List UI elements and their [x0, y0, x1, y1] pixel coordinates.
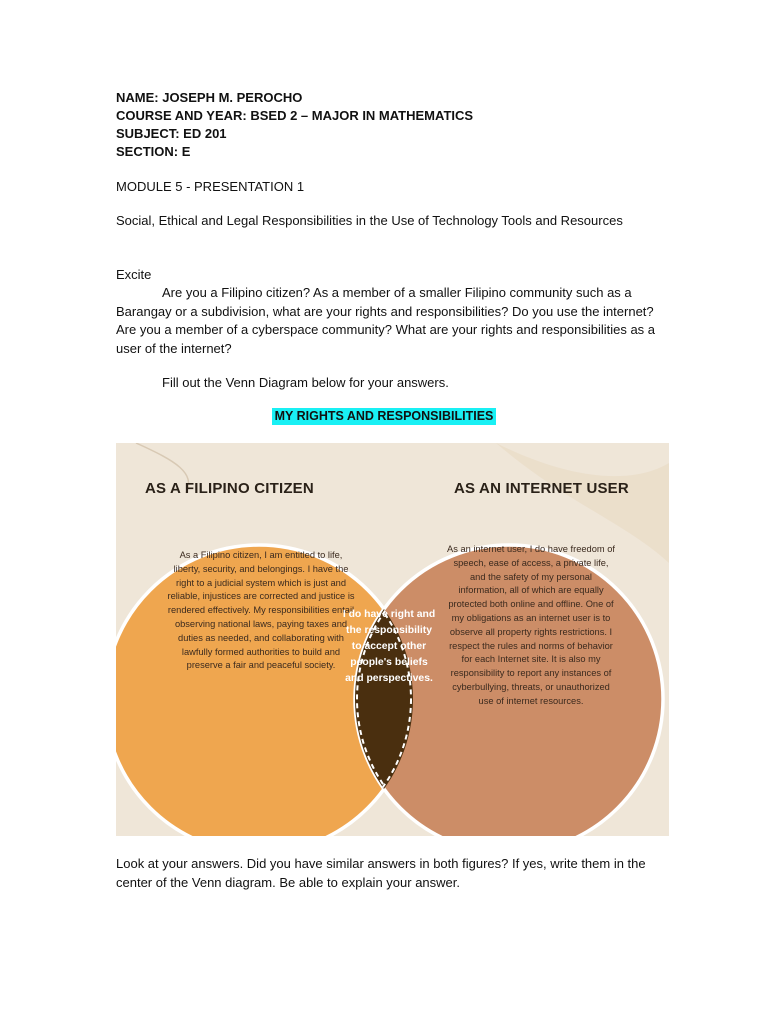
- excite-heading: Excite: [116, 267, 152, 282]
- right-heading: AS AN INTERNET USER: [454, 480, 629, 497]
- subject: SUBJECT: ED 201: [116, 126, 227, 141]
- left-heading: AS A FILIPINO CITIZEN: [145, 480, 314, 497]
- overlap-text: I do have right and the responsibility to accept other people's beliefs and perspectives.: [342, 609, 436, 684]
- topic-title: Social, Ethical and Legal Responsibilities in the Use of Technology Tools and Resources: [116, 213, 623, 228]
- venn-title: MY RIGHTS AND RESPONSIBILITIES: [272, 408, 496, 425]
- excite-body: Are you a Filipino citizen? As a member of a smaller Filipino community such as a Barangay or a subdivision, what are your rights and responsibilities? Do you use the internet? Are you a member of a cyberspace community? What are your rights and responsibilities as a user of the internet?: [116, 285, 656, 356]
- left-circle-text: As a Filipino citizen, I am entitled to life, liberty, security, and belongings. I have the right to a judicial system which is just and reliable, injustices are corrected and justice is rendered effectively. My responsibilities entail observing national laws, paying taxes and duties as needed, and collaborating with lawfully formed authorities to build and preserve a fair and peaceful society.: [167, 550, 355, 671]
- course-year: COURSE AND YEAR: BSED 2 – MAJOR IN MATHEMATICS: [116, 108, 474, 123]
- venn-diagram: [116, 443, 669, 836]
- right-circle-text: As an internet user, I do have freedom of speech, ease of access, a private life, and the safety of my personal information, all of which are equally protected both online and offline. One of my obligations as an internet user is to observe all property rights restrictions. I respect the rules and norms of behavior for each Internet site. It is also my responsibility to report any instances of cyberbullying, threats, or unauthorized use of internet resources.: [447, 544, 615, 706]
- student-name: NAME: JOSEPH M. PEROCHO: [116, 90, 303, 105]
- closing-instruction: Look at your answers. Did you have similar answers in both figures? If yes, write them in the center of the Venn diagram. Be able to explain your answer.: [116, 856, 646, 890]
- venn-instruction: Fill out the Venn Diagram below for your answers.: [162, 375, 449, 390]
- section: SECTION: E: [116, 144, 191, 159]
- module-title: MODULE 5 - PRESENTATION 1: [116, 179, 305, 194]
